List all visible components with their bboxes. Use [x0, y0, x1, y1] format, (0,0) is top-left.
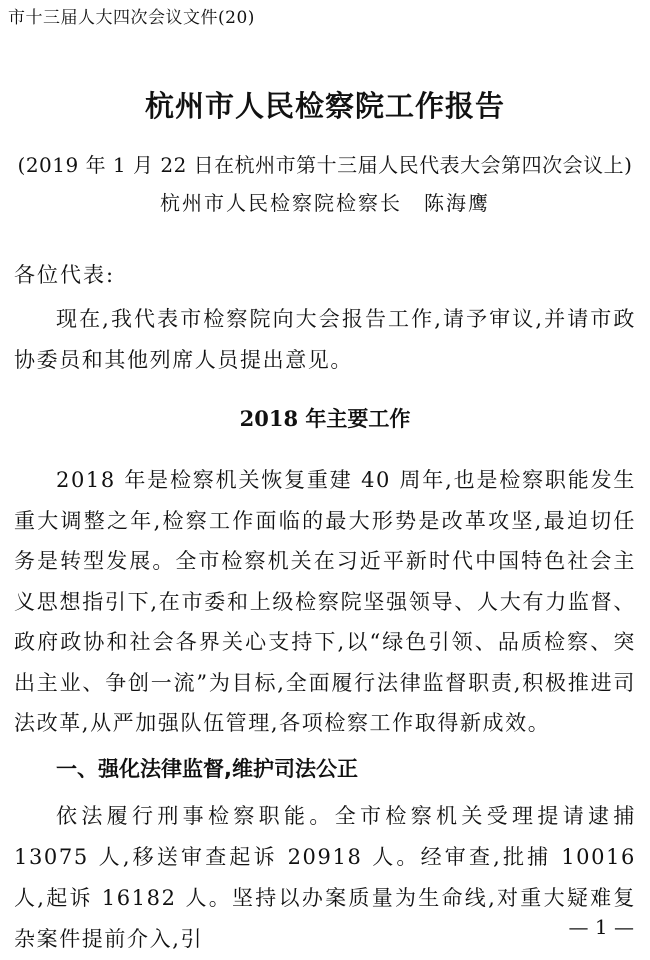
- main-paragraph: 2018 年是检察机关恢复重建 40 周年,也是检察职能发生重大调整之年,检察工作面临的最大形势是改革攻坚,最迫切任务是转型发展。全市检察机关在习近平新时代中国特色社会主义思想指引下,在市委和上级检察院坚强领导、人大有力监督、政府政协和社会各界关心支持下,以“绿色引领、品质检察、突出主业、争创一流”为目标,全面履行法律监督职责,积极推进司法改革,从严加强队伍管理,各项检察工作取得新成效。: [14, 468, 636, 735]
- salutation: 各位代表:: [14, 263, 116, 287]
- document-number-label: 市十三届人大四次会议文件(20): [8, 8, 255, 28]
- author-title: 杭州市人民检察院检察长: [160, 191, 402, 215]
- item-heading: 一、强化法律监督,维护司法公正: [56, 757, 358, 781]
- section-heading: 2018 年主要工作: [239, 406, 411, 431]
- intro-paragraph: 现在,我代表市检察院向大会报告工作,请予审议,并请市政协委员和其他列席人员提出意见。: [14, 307, 636, 372]
- criminal-procuratorial-paragraph: 依法履行刑事检察职能。全市检察机关受理提请逮捕 13075 人,移送审查起诉 20918 人。经审查,批捕 10016 人,起诉 16182 人。坚持以办案质量为生命线,对重大疑难复杂案件提前介入,引: [14, 804, 636, 951]
- report-author: [0, 188, 650, 218]
- report-subtitle: (2019 年 1 月 22 日在杭州市第十三届人民代表大会第四次会议上): [17, 153, 633, 177]
- author-name: 陈海鹰: [424, 191, 490, 215]
- page-number: — 1 —: [568, 915, 634, 939]
- report-title: 杭州市人民检察院工作报告: [144, 89, 505, 123]
